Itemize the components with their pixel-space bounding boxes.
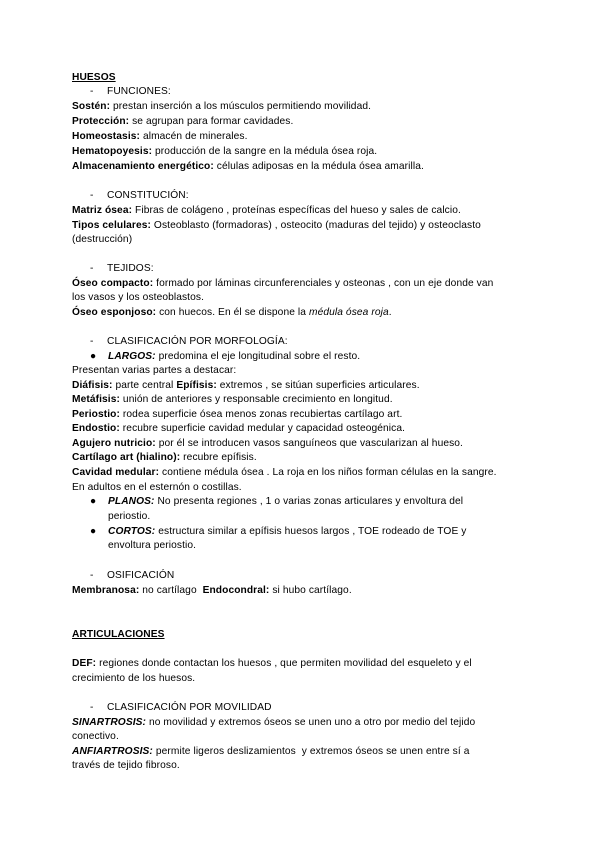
subheading-text: CLASIFICACIÓN POR MORFOLOGÍA: (107, 336, 288, 347)
sinartrosis-line (72, 716, 532, 730)
part-line (72, 422, 532, 436)
term: Matriz ósea: (72, 205, 133, 216)
funcion-line (72, 130, 532, 144)
definition: prestan inserción a los músculos permitiendo movilidad. (110, 101, 372, 112)
part-line (72, 393, 532, 407)
term: ANFIARTROSIS: (72, 746, 153, 757)
dash-marker: - (90, 702, 94, 713)
subheading-text: FUNCIONES: (107, 86, 171, 97)
intro-line: Presentan varias partes a destacar: (72, 365, 237, 376)
definition: con huecos. En él se dispone la (156, 307, 309, 318)
bullet-planos (90, 495, 550, 509)
matriz-line (72, 204, 532, 218)
definition: regiones donde contactan los huesos , que permiten movilidad del esqueleto y el (96, 658, 472, 669)
term: Membranosa: (72, 585, 140, 596)
funcion-line (72, 100, 532, 114)
definition: unión de anteriores y responsable crecimiento en longitud. (120, 394, 393, 405)
def-line (72, 657, 532, 671)
subheading-morfologia (90, 335, 550, 349)
tipos-line-cont: (destrucción) (72, 234, 133, 245)
term: Protección: (72, 116, 130, 127)
esponjoso-line (72, 306, 532, 320)
subheading-text: OSIFICACIÓN (107, 570, 175, 581)
tipos-line (72, 219, 532, 233)
definition: permite ligeros deslizamientos y extremos óseos se unen entre sí a (152, 746, 470, 757)
bullet-icon: ● (90, 351, 97, 362)
diafisis-line (72, 379, 532, 393)
definition: extremos , se sitúan superficies articulares. (216, 380, 420, 391)
term: SINARTROSIS: (72, 717, 147, 728)
dash-marker: - (90, 263, 94, 274)
funcion-line (72, 160, 532, 174)
subheading-movilidad (90, 701, 550, 715)
definition: se agrupan para formar cavidades. (129, 116, 294, 127)
cortos-line-cont: envoltura periostio. (108, 540, 197, 551)
term: Almacenamiento energético: (72, 161, 214, 172)
section-title-articulaciones: ARTICULACIONES (72, 629, 165, 640)
bullet-largos (90, 350, 550, 364)
term: Óseo compacto: (72, 278, 154, 289)
subheading-tejidos (90, 262, 550, 276)
definition: rodea superficie ósea menos zonas recubiertas cartílago art. (119, 409, 403, 420)
subheading-text: CLASIFICACIÓN POR MOVILIDAD (107, 702, 272, 713)
punctuation: . (388, 307, 392, 318)
compacto-line-cont: los vasos y los osteoblastos. (72, 292, 205, 303)
definition: predomina el eje longitudinal sobre el resto. (155, 351, 361, 362)
subheading-funciones (90, 85, 550, 99)
definition: formado por láminas circunferenciales y osteonas , con un eje donde van (153, 278, 494, 289)
cavidad-line (72, 466, 532, 480)
term: Periostio: (72, 409, 120, 420)
section-title-huesos: HUESOS (72, 72, 116, 83)
definition: no cartílago (139, 585, 203, 596)
definition: No presenta regiones , 1 o varias zonas articulares y envoltura del (154, 496, 464, 507)
term: Sostén: (72, 101, 111, 112)
osificacion-line (72, 584, 532, 598)
emphasis: médula ósea roja (308, 307, 389, 318)
part-line (72, 408, 532, 422)
term: DEF: (72, 658, 97, 669)
definition: parte central (112, 380, 177, 391)
term: Epífisis: (176, 380, 217, 391)
term: Cartílago art (hialino): (72, 452, 181, 463)
funcion-line (72, 115, 532, 129)
dash-marker: - (90, 190, 94, 201)
term: Tipos celulares: (72, 220, 151, 231)
term: Agujero nutricio: (72, 438, 156, 449)
term: LARGOS: (108, 351, 156, 362)
definition: si hubo cartílago. (269, 585, 352, 596)
definition: almacén de minerales. (140, 131, 248, 142)
term: Óseo esponjoso: (72, 307, 157, 318)
dash-marker: - (90, 570, 94, 581)
term: Hematopoyesis: (72, 146, 153, 157)
cavidad-line-cont: En adultos en el esternón o costillas. (72, 482, 242, 493)
anfiartrosis-line (72, 745, 532, 759)
definition: recubre superficie cavidad medular y capacidad osteogénica. (119, 423, 406, 434)
definition: por él se introducen vasos sanguíneos que vascularizan al hueso. (155, 438, 463, 449)
subheading-constitucion (90, 189, 550, 203)
definition: contiene médula ósea . La roja en los niños forman células en la sangre. (159, 467, 497, 478)
dash-marker: - (90, 86, 94, 97)
term: Metáfisis: (72, 394, 120, 405)
term: CORTOS: (108, 526, 156, 537)
part-line (72, 451, 532, 465)
part-line (72, 437, 532, 451)
anfiartrosis-line-cont: través de tejido fibroso. (72, 760, 180, 771)
bullet-icon: ● (90, 496, 97, 507)
dash-marker: - (90, 336, 94, 347)
subheading-osificacion (90, 569, 550, 583)
definition: estructura similar a epífisis huesos largos , TOE rodeado de TOE y (155, 526, 467, 537)
definition: no movilidad y extremos óseos se unen uno a otro por medio del tejido (146, 717, 476, 728)
term: Endostio: (72, 423, 120, 434)
def-line-cont: crecimiento de los huesos. (72, 673, 196, 684)
term: Endocondral: (202, 585, 270, 596)
compacto-line (72, 277, 532, 291)
subheading-text: CONSTITUCIÓN: (107, 190, 189, 201)
planos-line-cont: periostio. (108, 511, 151, 522)
definition: células adiposas en la médula ósea amarilla. (213, 161, 424, 172)
definition: producción de la sangre en la médula ósea roja. (152, 146, 378, 157)
definition: Osteoblasto (formadoras) , osteocito (maduras del tejido) y osteoclasto (150, 220, 481, 231)
bullet-cortos (90, 525, 550, 539)
definition: recubre epífisis. (180, 452, 257, 463)
definition: Fibras de colágeno , proteínas específicas del hueso y sales de calcio. (132, 205, 461, 216)
term: Homeostasis: (72, 131, 141, 142)
term: PLANOS: (108, 496, 155, 507)
term: Diáfisis: (72, 380, 113, 391)
bullet-icon: ● (90, 526, 97, 537)
term: Cavidad medular: (72, 467, 160, 478)
funcion-line (72, 145, 532, 159)
subheading-text: TEJIDOS: (107, 263, 154, 274)
sinartrosis-line-cont: conectivo. (72, 731, 119, 742)
